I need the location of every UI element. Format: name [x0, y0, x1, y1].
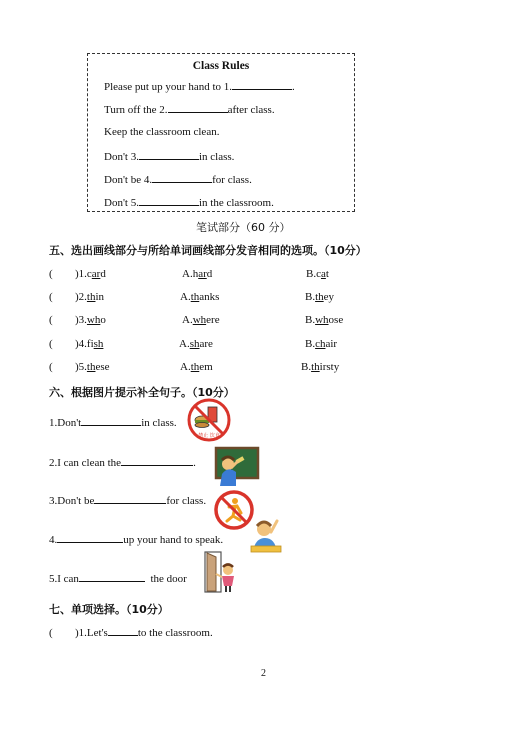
question-text: )5. [75, 361, 87, 373]
rule-6-tail: in the classroom. [198, 197, 274, 209]
rule-4-text: Don't 3. [104, 151, 139, 163]
question-underline: ar [91, 268, 101, 280]
rule-1-blank[interactable] [232, 80, 292, 90]
option-underline: a [320, 268, 326, 280]
rule-4-blank[interactable] [139, 150, 199, 160]
option-underline: wh [192, 314, 207, 326]
section6-item-1 [49, 416, 177, 429]
option-text: A.h [182, 268, 199, 280]
answer-paren[interactable]: ( [49, 314, 53, 326]
option-text: A. [180, 291, 191, 303]
section6-item-3 [49, 494, 206, 507]
option-text: B. [301, 361, 312, 373]
option-tail: ey [323, 291, 335, 303]
question-underline: wh [86, 314, 101, 326]
option-underline: th [311, 361, 320, 373]
option-b[interactable] [305, 314, 343, 326]
sentence-text: 5.I can [49, 573, 79, 585]
sentence-text: 4. [49, 534, 58, 546]
rule-5-blank[interactable] [152, 173, 212, 183]
question-tail: d [100, 268, 106, 280]
sentence-tail: the door [144, 573, 187, 585]
option-tail: ere [206, 314, 220, 326]
open-door-icon [202, 550, 238, 594]
option-text: B.c [306, 268, 321, 280]
option-underline: sh [189, 338, 200, 350]
option-tail: anks [199, 291, 220, 303]
rule-5-text: Don't be 4. [104, 174, 153, 186]
rule-1-tail: . [292, 81, 295, 93]
rule-6-blank[interactable] [139, 196, 199, 206]
question-tail: o [100, 314, 106, 326]
option-underline: th [190, 291, 200, 303]
sign-text: 禁止 饮食 [198, 433, 220, 439]
section6-item-5 [49, 572, 187, 585]
answer-paren[interactable]: ( [49, 291, 53, 303]
option-b[interactable] [305, 338, 337, 350]
rule-4-tail: in class. [198, 151, 235, 163]
answer-paren[interactable]: ( [49, 338, 53, 350]
rule-2-tail: after class. [227, 104, 275, 116]
option-underline: ar [198, 268, 207, 280]
option-text: B. [305, 314, 316, 326]
rule-line-4 [104, 150, 234, 163]
option-a[interactable] [182, 268, 212, 280]
question-text: )3. [75, 314, 87, 326]
question-underline: th [86, 361, 96, 373]
rule-3-text: Keep the classroom clean. [104, 126, 220, 138]
rule-line-3 [104, 126, 219, 138]
option-a[interactable] [180, 291, 219, 303]
question-text: )1.Let's [75, 627, 108, 639]
sentence-tail: in class. [141, 417, 177, 429]
rule-2-text: Turn off the 2. [104, 104, 168, 116]
question-tail: in [95, 291, 105, 303]
rule-line-1 [104, 80, 295, 93]
section5-heading: 五、选出画线部分与所给单词画线部分发音相同的选项。（10分） [49, 244, 367, 257]
rule-2-blank[interactable] [168, 103, 228, 113]
clean-blackboard-icon [214, 446, 260, 488]
option-text: B. [305, 338, 316, 350]
option-tail: d [206, 268, 213, 280]
written-part-title: 笔试部分（60 分） [196, 221, 291, 234]
question-tail: ese [95, 361, 110, 373]
rule-5-tail: for class. [212, 174, 252, 186]
answer-paren[interactable]: ( [49, 268, 53, 280]
answer-blank[interactable] [79, 572, 145, 582]
option-underline: th [190, 361, 200, 373]
question-underline: th [86, 291, 96, 303]
rule-line-5 [104, 173, 252, 186]
option-b[interactable] [305, 291, 334, 303]
option-text: A. [182, 314, 193, 326]
question-text: )1.c [75, 268, 92, 280]
section6-item-2 [49, 456, 196, 469]
sentence-tail: . [193, 457, 196, 469]
question-text: )4.fi [75, 338, 94, 350]
option-tail: irsty [319, 361, 340, 373]
section7-item-1 [49, 626, 213, 639]
rule-1-text: Please put up your hand to 1. [104, 81, 233, 93]
section7-heading: 七、单项选择。（10分） [49, 603, 169, 616]
section6-item-4 [49, 533, 223, 546]
section6-heading: 六、根据图片提示补全句子。（10分） [49, 386, 235, 399]
sentence-text: 2.I can clean the [49, 457, 122, 469]
no-eating-sign-icon [186, 398, 232, 444]
sentence-text: 1.Don't [49, 417, 82, 429]
answer-paren[interactable]: ( [49, 361, 53, 373]
option-a[interactable] [182, 314, 220, 326]
option-tail: ose [328, 314, 344, 326]
sentence-tail: up your hand to speak. [123, 534, 224, 546]
answer-paren[interactable]: ( [49, 627, 53, 639]
option-b[interactable] [306, 268, 329, 280]
option-text: A. [179, 338, 190, 350]
rule-6-text: Don't 5. [104, 197, 139, 209]
option-text: B. [305, 291, 316, 303]
option-tail: em [199, 361, 213, 373]
answer-blank[interactable] [94, 494, 166, 504]
question-underline: sh [93, 338, 104, 350]
rule-line-6 [104, 196, 274, 209]
option-text: A. [180, 361, 191, 373]
answer-blank[interactable] [121, 456, 193, 466]
option-tail: are [199, 338, 213, 350]
question-tail: to the classroom. [137, 627, 213, 639]
option-a[interactable] [179, 338, 213, 350]
question-text: )2. [75, 291, 87, 303]
sentence-tail: for class. [166, 495, 207, 507]
sentence-text: 3.Don't be [49, 495, 95, 507]
option-underline: wh [315, 314, 329, 326]
answer-blank[interactable] [57, 533, 123, 543]
option-a[interactable] [180, 361, 213, 373]
raise-hand-icon [249, 518, 283, 554]
option-underline: th [315, 291, 324, 303]
option-b[interactable] [301, 361, 339, 373]
answer-blank[interactable] [81, 416, 141, 426]
answer-blank[interactable] [108, 626, 138, 636]
page-number: 2 [261, 668, 266, 679]
option-tail: air [325, 338, 338, 350]
rule-line-2 [104, 103, 275, 116]
option-underline: ch [315, 338, 326, 350]
class-rules-title: Class Rules [192, 60, 250, 72]
option-tail: t [325, 268, 329, 280]
